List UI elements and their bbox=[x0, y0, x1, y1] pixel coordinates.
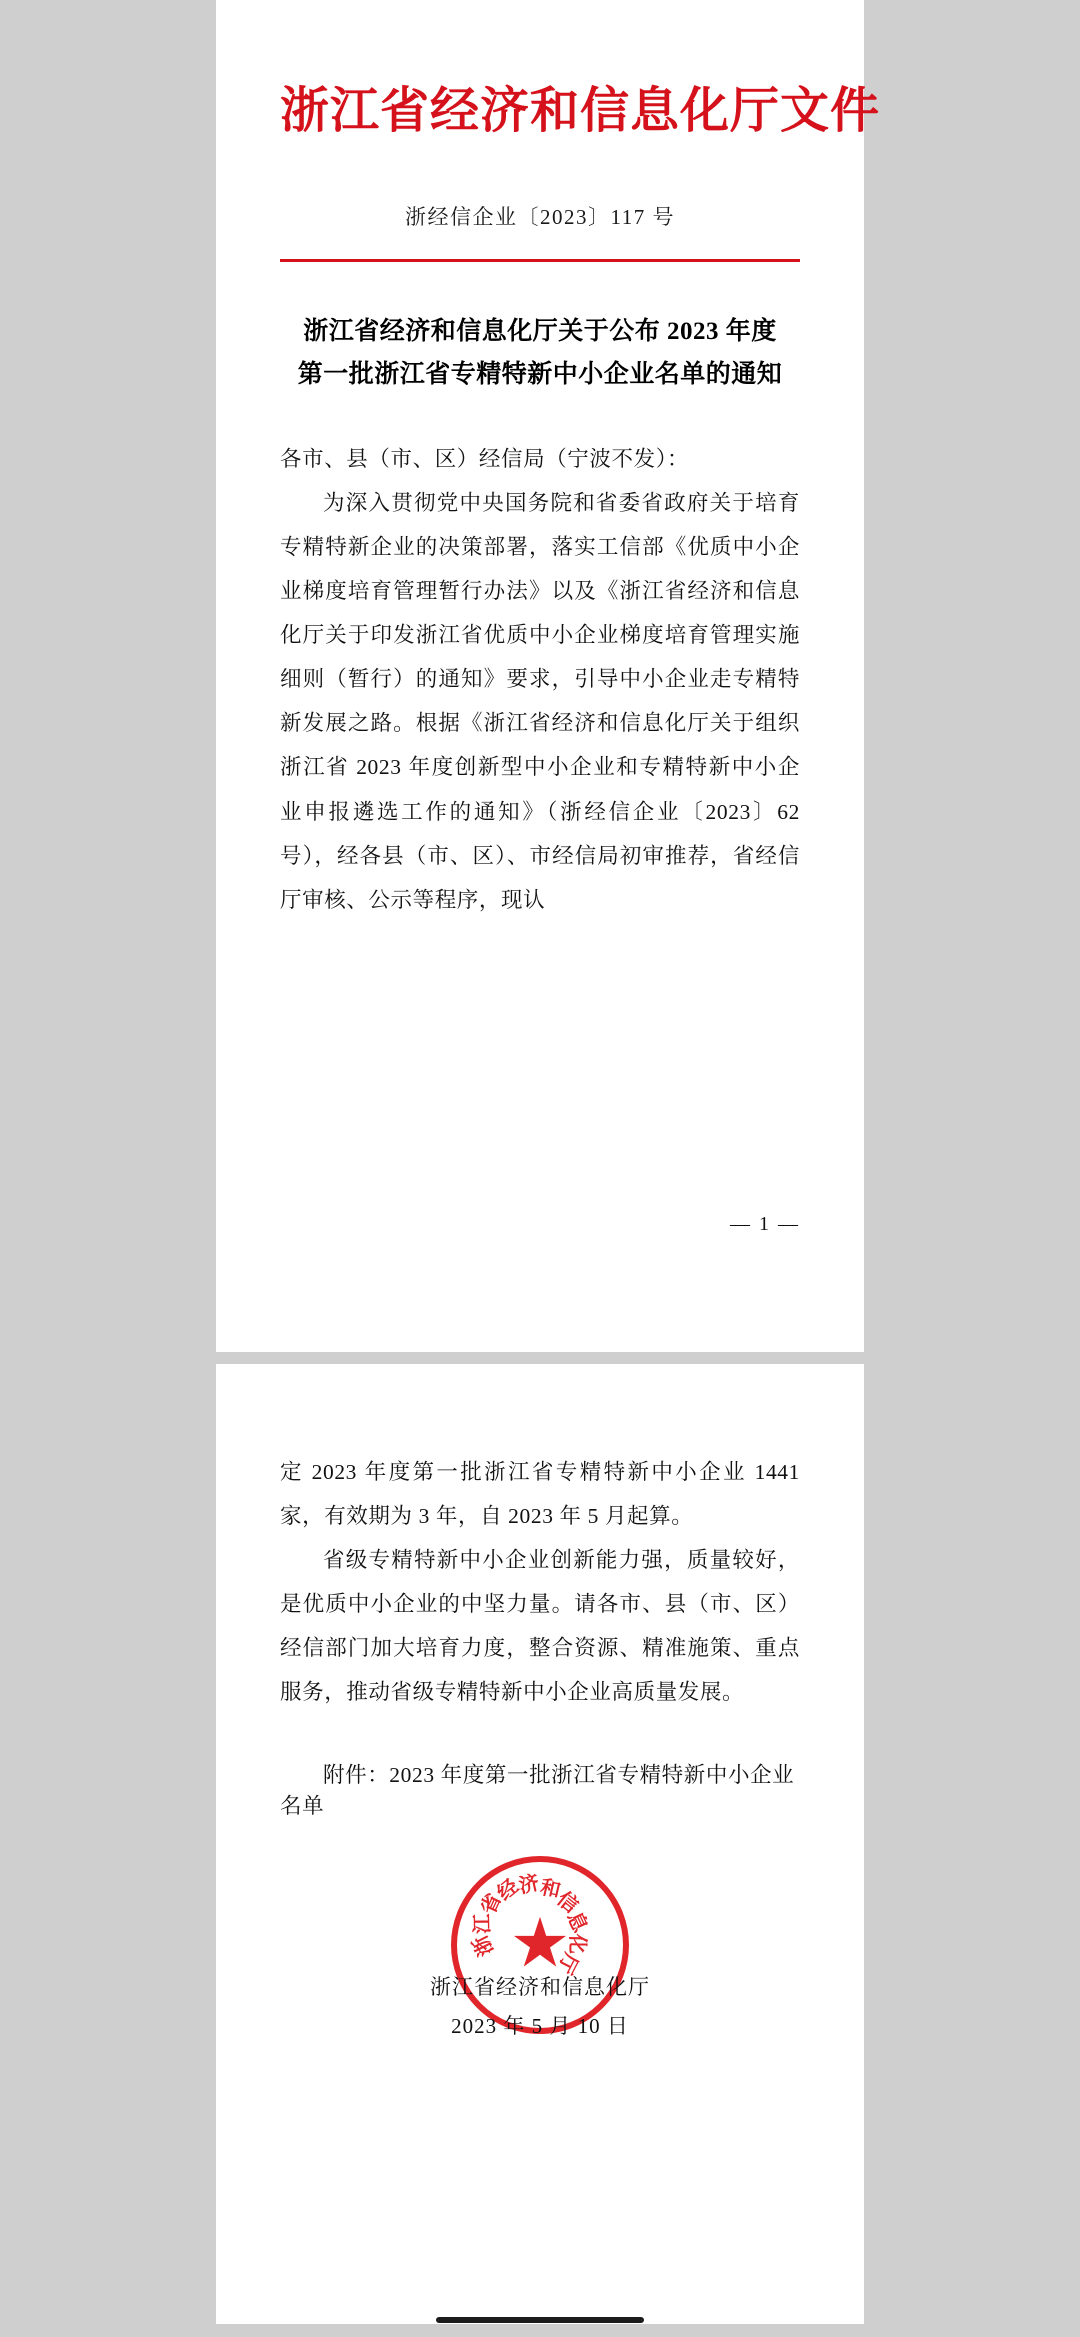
document-title-line-1: 浙江省经济和信息化厅关于公布 2023 年度 bbox=[303, 317, 777, 345]
signature-date: 2023 年 5 月 10 日 bbox=[451, 2014, 629, 2039]
seal-character: 厅 bbox=[552, 1949, 582, 1978]
seal-character: 信 bbox=[552, 1888, 583, 1918]
seal-character: 经 bbox=[493, 1875, 523, 1906]
paragraph-1: 为深入贯彻党中央国务院和省委省政府关于培育专精特新企业的决策部署，落实工信部《优质中小企业梯度培育管理暂行办法》以及《浙江省经济和信息化厅关于印发浙江省优质中小企业梯度培育管理实施细则（暂行）的通知》要求，引导中小企业走专精特新发展之路。根据《浙江省经济和信息化厅关于组织浙江省 2023 年度创新型中小企业和专精特新中小企业申报遴选工作的通知》（浙经信企业〔2023〕62 号），经各县（市、区）、市经信局初审推荐，省经信厅审核、公示等程序，现认 bbox=[280, 491, 800, 912]
seal-character: 江 bbox=[471, 1914, 495, 1935]
signature-org: 浙江省经济和信息化厅 bbox=[430, 1975, 650, 2000]
salutation: 各市、县（市、区）经信局（宁波不发）： bbox=[280, 447, 690, 471]
attachment-line: 附件：2023 年度第一批浙江省专精特新中小企业名单 bbox=[280, 1763, 795, 1819]
seal-character: 化 bbox=[565, 1934, 588, 1955]
signature-block bbox=[280, 1850, 800, 2060]
document-page-1 bbox=[216, 0, 881, 1352]
document-title bbox=[280, 310, 800, 398]
seal-character: 息 bbox=[562, 1908, 592, 1937]
signature-lines bbox=[280, 1968, 800, 2046]
page-separator bbox=[216, 1352, 864, 1364]
home-indicator bbox=[436, 2317, 644, 2323]
seal-character: 浙 bbox=[469, 1931, 498, 1960]
document-page-2 bbox=[216, 1364, 864, 2324]
document-body-page-1 bbox=[280, 437, 800, 922]
seal-character: 和 bbox=[538, 1876, 563, 1903]
red-divider-rule bbox=[280, 259, 800, 262]
page-number-1: — 1 — bbox=[730, 1213, 800, 1235]
document-title-line-2: 第一批浙江省专精特新中小企业名单的通知 bbox=[297, 361, 783, 389]
paragraph-2: 定 2023 年度第一批浙江省专精特新中小企业 1441 家，有效期为 3 年，自 2023 年 5 月起算。 bbox=[280, 1460, 800, 1529]
document-number: 浙经信企业〔2023〕117 号 bbox=[405, 205, 675, 229]
seal-character: 济 bbox=[516, 1872, 542, 1899]
seal-character: 省 bbox=[477, 1890, 506, 1919]
paragraph-3: 省级专精特新中小企业创新能力强，质量较好，是优质中小企业的中坚力量。请各市、县（市、区）经信部门加大培育力度，整合资源、精准施策、重点服务，推动省级专精特新中小企业高质量发展。 bbox=[280, 1548, 800, 1705]
document-masthead: 浙江省经济和信息化厅文件 bbox=[280, 83, 881, 138]
document-body-page-2 bbox=[280, 1364, 800, 1714]
